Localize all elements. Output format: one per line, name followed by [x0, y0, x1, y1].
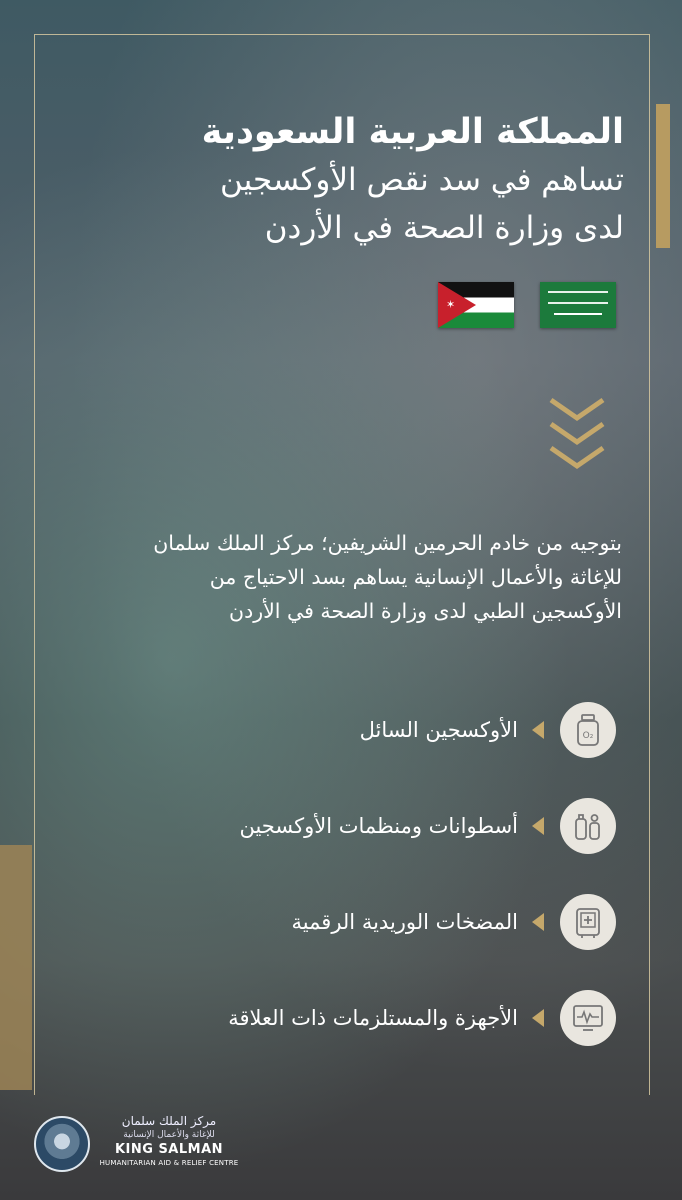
list-item [56, 988, 616, 1048]
list-item [56, 700, 616, 760]
headline-line-1: المملكة العربية السعودية [201, 112, 624, 152]
headline-line-2: تساهم في سد نقص الأوكسجين [220, 162, 624, 198]
arrow-icon [532, 817, 544, 835]
monitor-device-icon [560, 990, 616, 1046]
headline [64, 108, 624, 252]
arrow-icon [532, 1009, 544, 1027]
oxygen-cylinder-icon [560, 798, 616, 854]
body-line-3: الأوكسجين الطبي لدى وزارة الصحة في الأردن [229, 599, 622, 623]
list-item [56, 892, 616, 952]
flags-row [438, 282, 616, 328]
globe-emblem-icon [34, 1116, 90, 1172]
logo-arabic-subtitle: للإغاثة والأعمال الإنسانية [123, 1130, 215, 1140]
oxygen-bottle-icon [560, 702, 616, 758]
chevron-down-icon [548, 396, 606, 476]
item-label: الأجهزة والمستلزمات ذات العلاقة [228, 1006, 518, 1030]
item-label: الأوكسجين السائل [359, 718, 518, 742]
arrow-icon [532, 721, 544, 739]
logo-english-subtitle: HUMANITARIAN AID & RELIEF CENTRE [99, 1159, 239, 1167]
jordan-flag: ✶ [438, 282, 514, 328]
accent-bar-left [0, 845, 32, 1090]
logo-arabic-name: مركز الملك سلمان [121, 1114, 217, 1128]
infusion-pump-icon [560, 894, 616, 950]
body-line-1: بتوجيه من خادم الحرمين الشريفين؛ مركز الملك سلمان [153, 531, 622, 555]
ksrelief-logo [34, 1112, 244, 1172]
saudi-flag [540, 282, 616, 328]
headline-line-3: لدى وزارة الصحة في الأردن [264, 210, 624, 246]
svg-text:O₂: O₂ [582, 731, 594, 741]
item-label: المضخات الوريدية الرقمية [291, 910, 518, 934]
item-label: أسطوانات ومنظمات الأوكسجين [239, 814, 518, 838]
body-line-2: للإغاثة والأعمال الإنسانية يساهم بسد الاحتياج من [209, 565, 622, 589]
logo-english-name: KING SALMAN [114, 1142, 224, 1157]
body-paragraph [62, 526, 622, 628]
list-item [56, 796, 616, 856]
arrow-icon [532, 913, 544, 931]
accent-bar-right [656, 104, 670, 248]
